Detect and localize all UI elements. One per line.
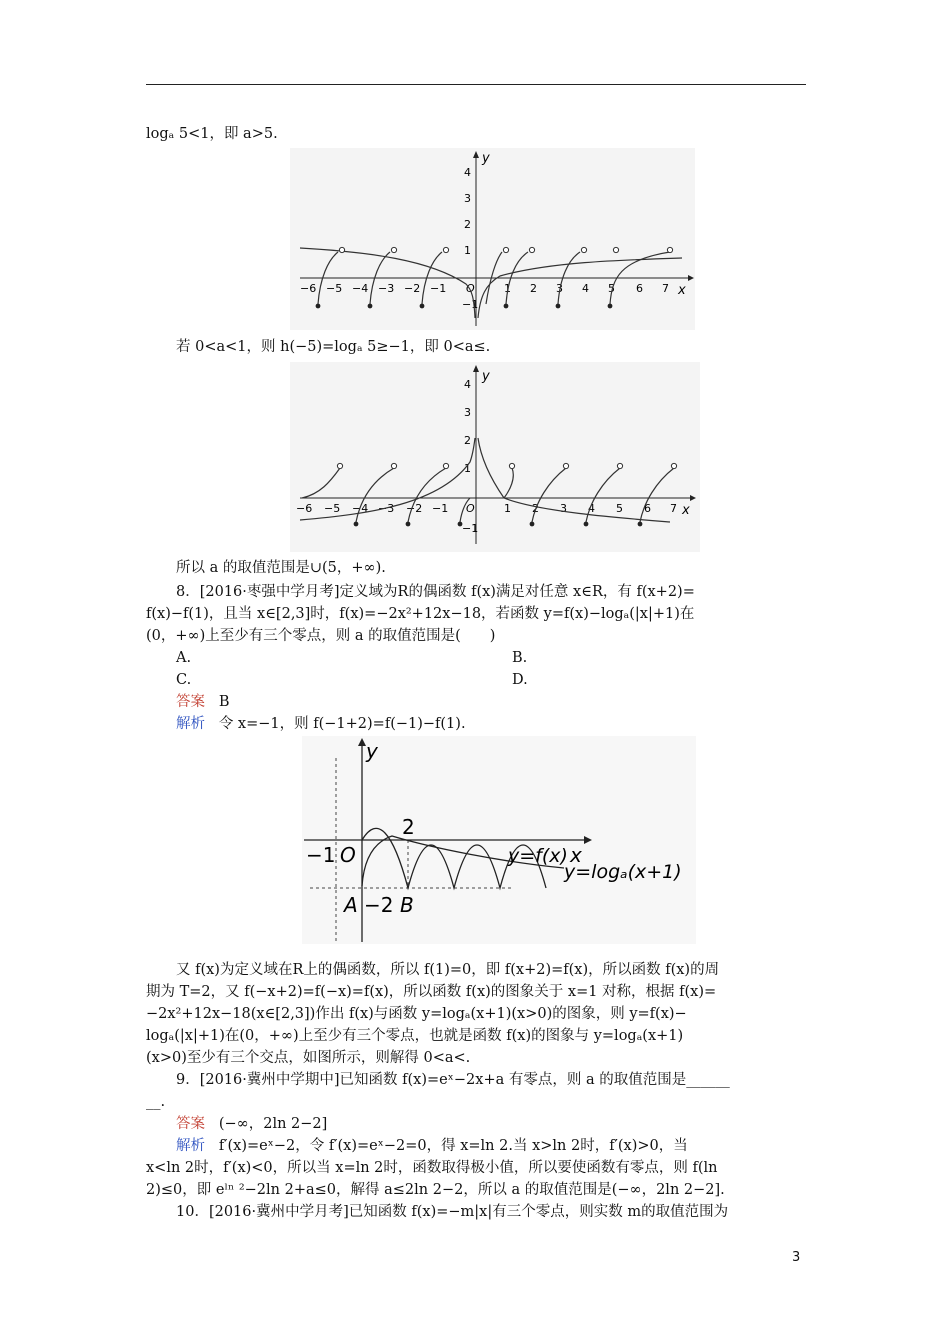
q8-analysis [176,714,466,734]
q8-answer [176,692,229,712]
q8-more-line3: −2x²+12x−18(x∈[2,3])作出 f(x)与函数 y=logₐ(x+1)(x>0)的图象，则 y=f(x)− [146,1006,687,1022]
fig2-ytick: 1 [464,462,471,475]
fig2-xtick: −4 [352,502,369,515]
fig2-xtick: 7 [670,502,677,515]
fig1-xtick: −3 [378,282,395,295]
q8-option-d: D. [512,672,528,688]
fig1-ytick: 1 [464,244,471,257]
q8-option-a: A. [176,650,192,666]
fig3-x-label: x [570,843,582,867]
fig2-xtick: −2 [406,502,423,515]
q8-option-b: B. [512,650,528,666]
fig1-xtick: 2 [530,282,537,295]
fig1-xtick: −5 [326,282,343,295]
fig1-xtick: 6 [636,282,643,295]
fig2-xtick: −3 [378,502,395,515]
fig2-origin: O [466,502,475,515]
fig3-two: 2 [402,815,415,839]
fig3-origin: O [340,843,356,867]
analysis-label: 解析 [176,1138,205,1154]
fig1-y-label: y [482,151,490,166]
fig3-curve-f-label: y=f(x) [508,845,568,867]
fig1-xtick: −1 [430,282,447,295]
figure-1 [290,148,695,330]
fig1-ytick: −1 [462,298,479,311]
fig2-xtick: 6 [644,502,651,515]
q8-line2: f(x)−f(1)，且当 x∈[2,3]时，f(x)=−2x²+12x−18，若函数 y=f(x)−logₐ(|x|+1)在 [146,606,695,622]
conclusion-line: 所以 a 的取值范围是∪(5，+∞). [176,560,386,576]
fig1-xtick: −4 [352,282,369,295]
fig2-y-label: y [482,369,490,384]
fig1-ytick: 2 [464,218,471,231]
q8-more-line4: logₐ(|x|+1)在(0，+∞)上至少有三个零点，也就是函数 f(x)的图象与 y=logₐ(x+1) [146,1028,684,1044]
closed-dots [354,522,643,527]
q8-line1: 8．[2016·枣强中学月考]定义域为R的偶函数 f(x)满足对任意 x∈R，有 f(x+2)= [176,584,695,600]
analysis-text: f′(x)=eˣ−2，令 f′(x)=eˣ−2=0，得 x=ln 2.当 x>ln 2时，f′(x)>0，当 [218,1138,688,1154]
fig1-xtick: 3 [556,282,563,295]
fig2-ytick: 2 [464,434,471,447]
fig1-x-label: x [678,283,686,298]
figure-3-graph [302,736,696,944]
analysis-label: 解析 [176,716,205,732]
q8-more-line5: (x>0)至少有三个交点，如图所示，则解得 0<a<. [146,1050,471,1066]
page-number: 3 [792,1250,801,1265]
fig1-ytick: 4 [464,166,471,179]
fig2-xtick: 5 [616,502,623,515]
open-dots [337,463,676,468]
fig3-neg-one: −1 [306,843,336,867]
fig2-ytick: 3 [464,406,471,419]
q9-analysis-2: x<ln 2时，f′(x)<0，所以当 x=ln 2时，函数取得极小值，所以要使函数有零点，则 f(ln [146,1160,718,1176]
q9-line2: __. [146,1094,166,1110]
fig2-xtick: −6 [296,502,313,515]
fig1-xtick: −6 [300,282,317,295]
q10-line1: 10．[2016·冀州中学月考]已知函数 f(x)=−m|x|有三个零点，则实数 m的取值范围为 [176,1204,729,1220]
fig2-x-label: x [682,503,690,518]
fig2-ytick: 4 [464,378,471,391]
fig1-xtick: −2 [404,282,421,295]
q8-line3: (0，+∞)上至少有三个零点，则 a 的取值范围是( ) [146,628,496,644]
fig2-xtick: 1 [504,502,511,515]
fig2-xtick: −5 [324,502,341,515]
figure-2 [290,362,700,552]
figure-2-graph [290,362,700,552]
analysis-text: 令 x=−1，则 f(−1+2)=f(−1)−f(1). [218,716,466,732]
answer-label: 答案 [176,694,205,710]
fig2-xtick: 3 [560,502,567,515]
figure-3 [302,736,696,944]
figure-1-graph [290,148,695,330]
intro-line: logₐ 5<1，即 a>5. [146,126,278,142]
header-rule [146,84,806,85]
fig3-point-b: B [400,893,414,917]
fig1-xtick: 7 [662,282,669,295]
q8-option-c: C. [176,672,192,688]
fig2-xtick: 4 [588,502,595,515]
fig3-curve-log-label: y=logₐ(x+1) [564,861,682,883]
q9-analysis-3: 2)≤0，即 eˡⁿ ²−2ln 2+a≤0，解得 a≤2ln 2−2，所以 a 的取值范围是(−∞，2ln 2−2]. [146,1182,725,1198]
answer-value: (−∞，2ln 2−2] [218,1116,328,1132]
answer-label: 答案 [176,1116,205,1132]
fig3-neg-two: −2 [364,893,394,917]
q9-line1: 9．[2016·冀州中学期中]已知函数 f(x)=eˣ−2x+a 有零点，则 a 的取值范围是______ [176,1072,730,1088]
q8-more-line1: 又 f(x)为定义域在R上的偶函数，所以 f(1)=0，即 f(x+2)=f(x)，所以函数 f(x)的周 [176,962,720,978]
fig2-xtick: −1 [432,502,449,515]
fig1-origin: O [466,282,475,295]
answer-value: B [218,694,230,710]
fig2-xtick: 2 [532,502,539,515]
fig3-point-a: A [344,893,358,917]
fig2-ytick: −1 [462,522,479,535]
fig1-xtick: 5 [608,282,615,295]
q8-more-line2: 期为 T=2，又 f(−x+2)=f(−x)=f(x)，所以函数 f(x)的图象关于 x=1 对称，根据 f(x)= [146,984,717,1000]
fig3-y-label: y [366,739,378,763]
fig1-ytick: 3 [464,192,471,205]
fig1-xtick: 4 [582,282,589,295]
q9-answer [176,1114,327,1134]
q9-analysis-1 [176,1136,688,1156]
fig1-xtick: 1 [504,282,511,295]
case-line: 若 0<a<1，则 h(−5)=logₐ 5≥−1，即 0<a≤. [176,339,491,355]
